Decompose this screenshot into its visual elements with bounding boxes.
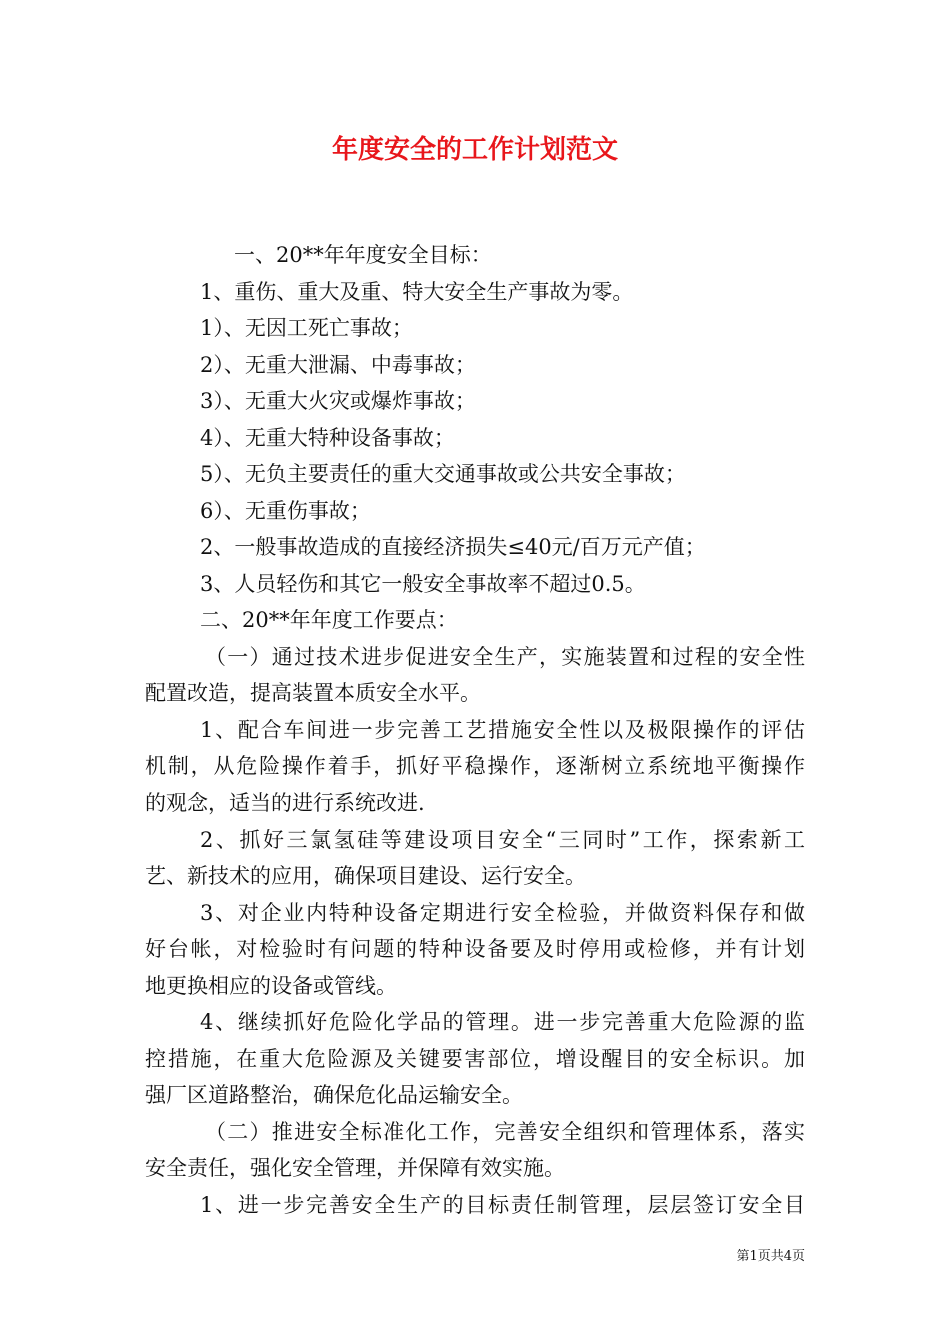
list-item: 6）、无重伤事故； (200, 498, 371, 523)
list-item: 1）、无因工死亡事故； (200, 316, 413, 341)
list-item: 5）、无负主要责任的重大交通事故或公共安全事故； (200, 462, 686, 487)
document-body (145, 237, 805, 1223)
page-number: 第1页共4页 (736, 1249, 805, 1264)
paragraph-line: 地更换相应的设备或管线。 (145, 973, 397, 998)
paragraph-line: 3、对企业内特种设备定期进行安全检验，并做资料保存和做 (200, 900, 805, 925)
list-item: 3）、无重大火灾或爆炸事故； (200, 389, 476, 414)
paragraph-line: 1、进一步完善安全生产的目标责任制管理，层层签订安全目 (200, 1192, 805, 1217)
paragraph-line: 好台帐，对检验时有问题的特种设备要及时停用或检修，并有计划 (145, 937, 805, 962)
paragraph-line: 2、一般事故造成的直接经济损失≤40元/百万元产值； (200, 535, 706, 560)
paragraph-line: 安全责任，强化安全管理，并保障有效实施。 (145, 1156, 565, 1181)
list-item: 2）、无重大泄漏、中毒事故； (200, 352, 476, 377)
paragraph-line: 配置改造，提高装置本质安全水平。 (145, 681, 481, 706)
paragraph-line: （一）通过技术进步促进安全生产，实施装置和过程的安全性 (205, 644, 805, 669)
section-heading: 二、20**年年度工作要点： (200, 608, 458, 633)
paragraph-line: 2、抓好三氯氢硅等建设项目安全“三同时”工作，探索新工 (200, 827, 805, 852)
paragraph-line: 艺、新技术的应用，确保项目建设、运行安全。 (145, 864, 586, 889)
paragraph-line: 的观念，适当的进行系统改进. (145, 790, 425, 815)
paragraph-line: 强厂区道路整治，确保危化品运输安全。 (145, 1083, 523, 1108)
paragraph-line: 机制，从危险操作着手，抓好平稳操作，逐渐树立系统地平衡操作 (145, 754, 805, 779)
paragraph-line: 4、继续抓好危险化学品的管理。进一步完善重大危险源的监 (200, 1010, 805, 1035)
paragraph-line: （二）推进安全标准化工作，完善安全组织和管理体系，落实 (205, 1119, 805, 1144)
list-item: 4）、无重大特种设备事故； (200, 425, 455, 450)
paragraph-line: 控措施，在重大危险源及关键要害部位，增设醒目的安全标识。加 (145, 1046, 805, 1071)
paragraph-line: 1、配合车间进一步完善工艺措施安全性以及极限操作的评估 (200, 717, 805, 742)
paragraph-line: 3、人员轻伤和其它一般安全事故率不超过0.5。 (200, 571, 646, 596)
section-heading: 一、20**年年度安全目标： (234, 243, 492, 267)
paragraph-line: 1、重伤、重大及重、特大安全生产事故为零。 (200, 279, 634, 304)
document-title: 年度安全的工作计划范文 (331, 135, 618, 165)
